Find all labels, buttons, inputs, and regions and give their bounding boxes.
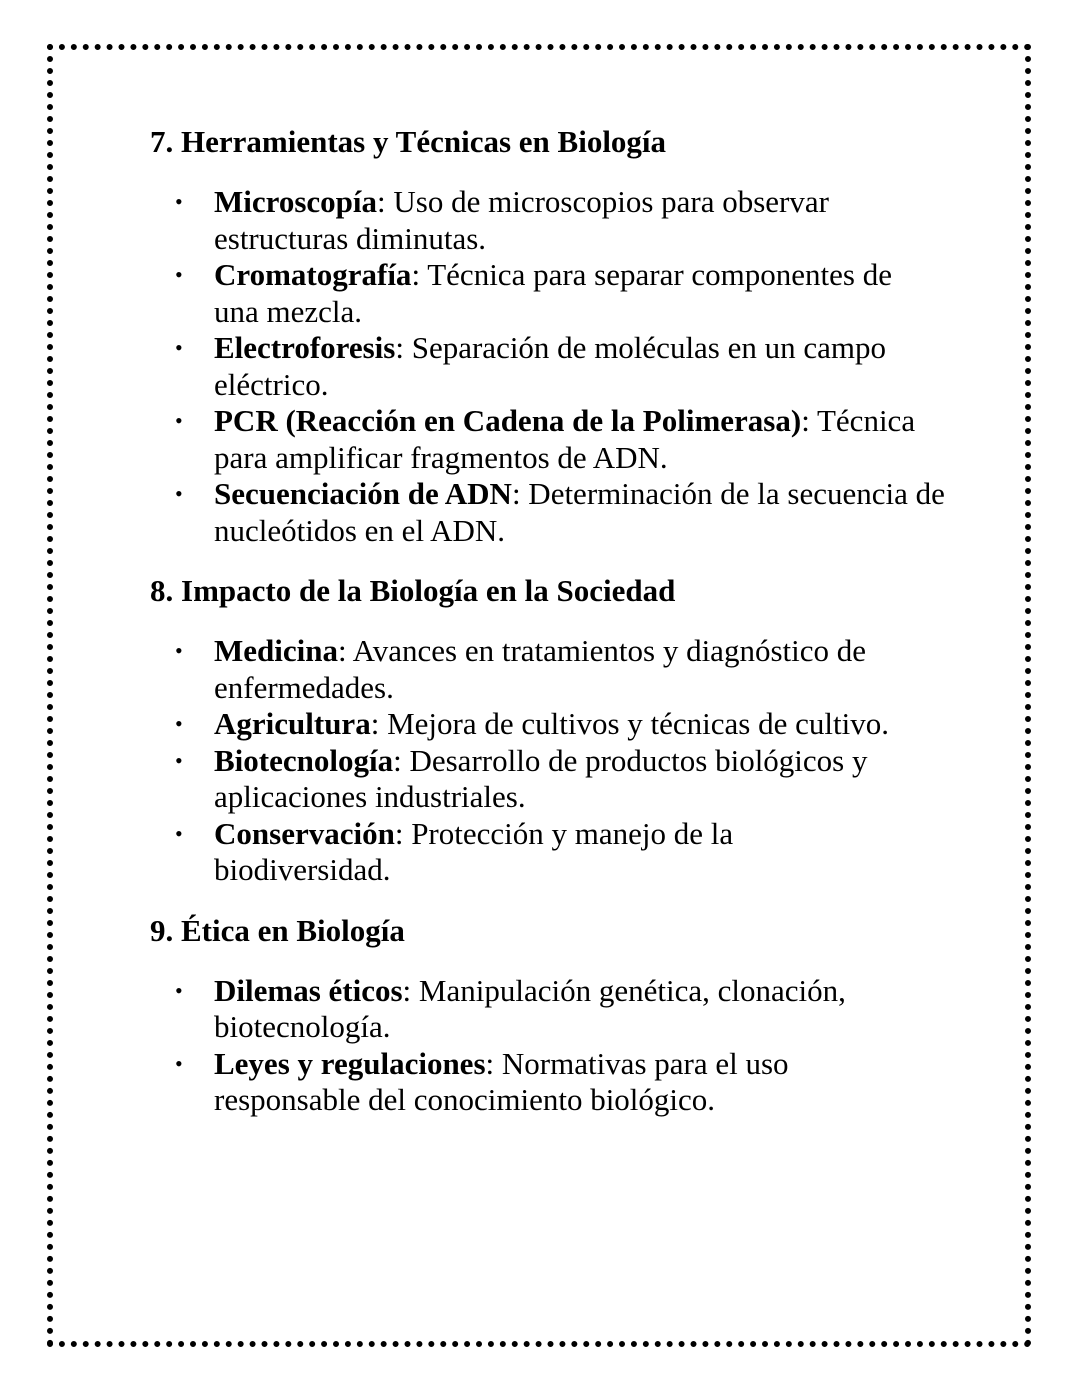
item-description: : Determinación de la secuencia de nucleótidos en el ADN.	[214, 476, 945, 548]
bullet-icon: •	[175, 820, 183, 846]
bullet-icon: •	[175, 335, 183, 360]
list-item	[150, 257, 934, 330]
item-description: : Técnica para separar componentes de una mezcla.	[214, 257, 892, 329]
item-term: Biotecnología	[214, 742, 394, 778]
list-item	[150, 816, 814, 889]
item-term: Microscopía	[214, 184, 378, 219]
item-description: : Desarrollo de productos biológicos y aplicaciones industriales.	[214, 742, 868, 814]
bullet-icon: •	[175, 711, 183, 736]
bullet-icon: •	[175, 638, 183, 663]
item-term: Cromatografía	[214, 257, 412, 292]
list-item	[150, 476, 974, 549]
list-item	[150, 706, 994, 743]
item-term: Secuenciación de ADN	[214, 476, 512, 511]
item-description: : Protección y manejo de la biodiversidad.	[214, 815, 734, 887]
item-term: Conservación	[214, 815, 395, 851]
list-item	[150, 1046, 894, 1119]
bullet-icon: •	[175, 262, 183, 287]
section-title-herramientas: 7. Herramientas y Técnicas en Biología	[150, 124, 667, 159]
item-description: : Mejora de cultivos y técnicas de cultivo.	[370, 706, 889, 741]
section-title-impacto: 8. Impacto de la Biología en la Sociedad	[150, 573, 676, 608]
item-description: : Separación de moléculas en un campo eléctrico.	[214, 330, 887, 402]
bullet-icon: •	[175, 977, 183, 1003]
document-content	[150, 122, 970, 1141]
list-etica	[150, 973, 970, 1119]
item-term: Medicina	[214, 633, 338, 668]
item-term: Leyes y regulaciones	[214, 1045, 486, 1081]
list-item	[150, 184, 914, 257]
list-item	[150, 330, 934, 403]
bullet-icon: •	[175, 747, 183, 773]
bullet-icon: •	[175, 189, 183, 214]
item-term: PCR (Reacción en Cadena de la Polimerasa)	[214, 403, 802, 438]
item-description: : Manipulación genética, clonación, biotecnología.	[214, 972, 846, 1044]
item-term: Electroforesis	[214, 330, 396, 365]
item-description: : Avances en tratamientos y diagnóstico de enfermedades.	[214, 633, 866, 705]
item-description: : Técnica para amplificar fragmentos de ADN.	[214, 403, 916, 475]
list-item	[150, 743, 934, 816]
bullet-icon: •	[175, 1050, 183, 1076]
item-description: : Normativas para el uso responsable del conocimiento biológico.	[214, 1045, 789, 1117]
list-impacto	[150, 633, 970, 889]
list-item	[150, 973, 914, 1046]
section-title-etica: 9. Ética en Biología	[150, 912, 405, 948]
item-term: Agricultura	[214, 706, 371, 741]
list-item	[150, 633, 924, 706]
bullet-icon: •	[175, 481, 183, 506]
list-herramientas	[150, 184, 970, 549]
bullet-icon: •	[175, 408, 183, 433]
item-description: : Uso de microscopios para observar estructuras diminutas.	[214, 184, 829, 256]
item-term: Dilemas éticos	[214, 972, 403, 1008]
list-item	[150, 403, 934, 476]
